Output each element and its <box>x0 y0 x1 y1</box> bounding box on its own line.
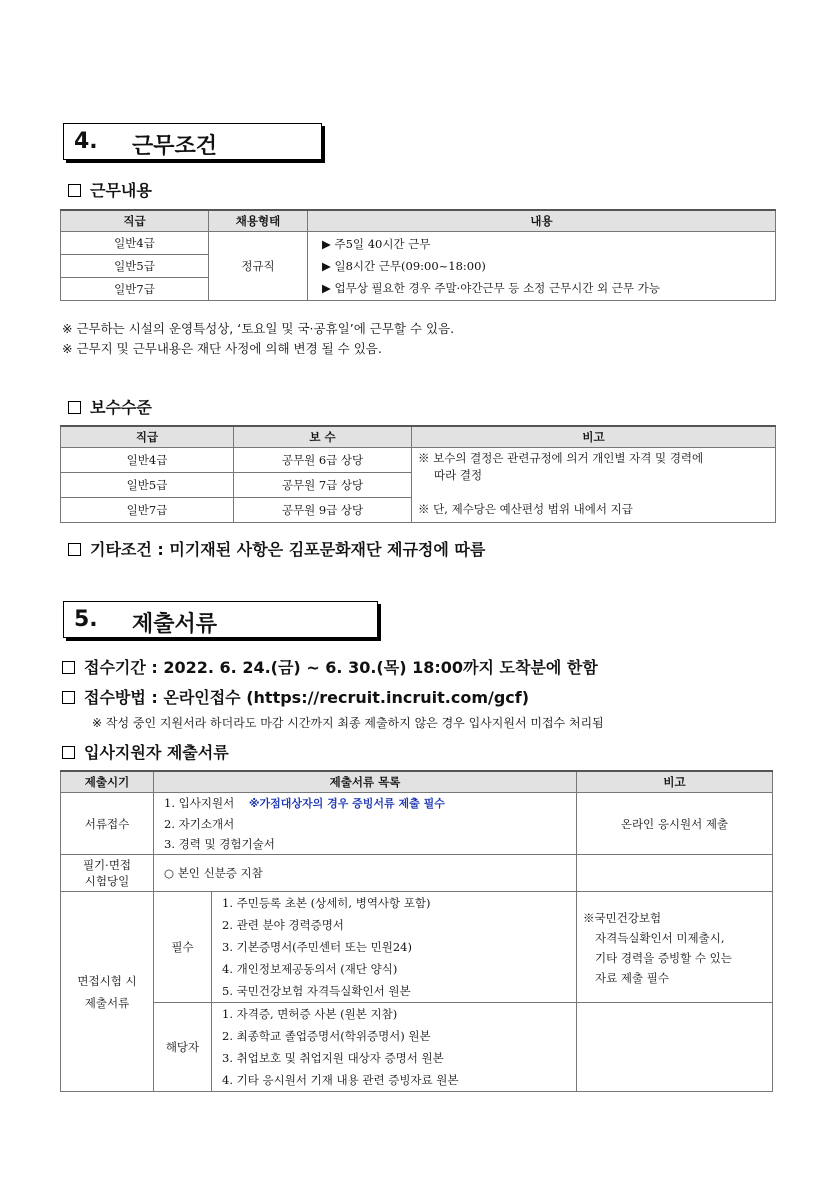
header-grade: 직급 <box>61 426 234 448</box>
doc-item: 1. 자격증, 면허증 사본 (원본 지참) <box>222 1007 398 1021</box>
checkbox-icon <box>62 746 75 759</box>
note-line: ※ 근무지 및 근무내용은 재단 사정에 의해 변경 될 수 있음. <box>62 341 382 356</box>
grade-cell: 일반7급 <box>61 278 209 301</box>
grade-cell: 일반4급 <box>61 448 234 473</box>
doc-item: 4. 기타 응시원서 기재 내용 관련 증빙자료 원본 <box>222 1073 459 1087</box>
header-remark: 비고 <box>577 771 773 793</box>
section-number: 4. <box>74 129 98 154</box>
pay-cell: 공무원 9급 상당 <box>234 498 412 523</box>
checkbox-icon <box>68 543 81 556</box>
remark-line: ※ 보수의 결정은 관련규정에 의거 개인별 자격 및 경력에 <box>418 451 704 465</box>
section-number: 5. <box>74 607 98 632</box>
method-note: ※ 작성 중인 지원서라 하더라도 마감 시간까지 최종 제출하지 않은 경우 입사지원서 미접수 처리됨 <box>92 716 604 730</box>
doc-item: 2. 관련 분야 경력증명서 <box>222 918 344 932</box>
doc-item: 4. 개인정보제공동의서 (재단 양식) <box>222 962 398 976</box>
section-title: 제출서류 <box>132 612 218 637</box>
doc-item: 5. 국민건강보험 자격득실확인서 원본 <box>222 984 411 998</box>
required-remark-cell: ※국민건강보험 자격득실확인서 미제출시, 기타 경력을 증빙할 수 있는 자료 제출 필수 <box>577 892 773 1003</box>
doc-item: 1. 주민등록 초본 (상세히, 병역사항 포함) <box>222 896 431 910</box>
work-content-table <box>60 209 776 301</box>
doc-item: 2. 최종학교 졸업증명서(학위증명서) 원본 <box>222 1029 431 1043</box>
required-doc-list <box>212 892 577 1003</box>
header-doc-list: 제출서류 목록 <box>154 771 577 793</box>
other-conditions: 기타조건 : 미기재된 사항은 김포문화재단 제규정에 따름 <box>68 537 485 560</box>
timing-cell: 면접시험 시 제출서류 <box>61 892 154 1092</box>
doc-item: 2. 자기소개서 <box>164 817 235 831</box>
work-content-heading: 근무내용 <box>68 178 152 201</box>
doc-list-cell <box>154 793 577 855</box>
doc-list-cell: ○ 본인 신분증 지참 <box>154 855 577 892</box>
documents-heading: 입사지원자 제출서류 <box>62 740 229 763</box>
header-pay: 보 수 <box>234 426 412 448</box>
remark-cell <box>577 855 773 892</box>
header-remark: 비고 <box>412 426 776 448</box>
application-period: 접수기간 : 2022. 6. 24.(금) ~ 6. 30.(목) 18:00까지 도착분에 한함 <box>62 655 598 678</box>
highlight-note: ※가점대상자의 경우 증빙서류 제출 필수 <box>248 797 445 810</box>
doc-item: 3. 취업보호 및 취업지원 대상자 증명서 원본 <box>222 1051 444 1065</box>
checkbox-icon <box>68 184 81 197</box>
content-line: ▶ 일8시간 근무(09:00~18:00) <box>322 259 486 273</box>
remark-line: ※ 단, 제수당은 예산편성 범위 내에서 지급 <box>418 502 633 516</box>
remark-line: 따라 결정 <box>434 468 483 482</box>
header-employment-type: 채용형태 <box>209 210 308 232</box>
doc-item: 1. 입사지원서 <box>164 796 235 810</box>
grade-cell: 일반5급 <box>61 255 209 278</box>
employment-type-cell: 정규직 <box>209 232 308 301</box>
applicable-label-cell: 해당자 <box>154 1003 212 1092</box>
documents-table <box>60 770 773 1092</box>
doc-item: 3. 기본증명서(주민센터 또는 민원24) <box>222 940 412 954</box>
required-label-cell: 필수 <box>154 892 212 1003</box>
section-title: 근무조건 <box>132 134 218 159</box>
pay-heading: 보수수준 <box>68 395 152 418</box>
note-line: ※ 근무하는 시설의 운영특성상, ‘토요일 및 국·공휴일’에 근무할 수 있음. <box>62 321 455 336</box>
checkbox-icon <box>62 661 75 674</box>
remark-cell <box>577 1003 773 1092</box>
remark-cell: 온라인 응시원서 제출 <box>577 793 773 855</box>
header-timing: 제출시기 <box>61 771 154 793</box>
grade-cell: 일반7급 <box>61 498 234 523</box>
doc-item: 3. 경력 및 경험기술서 <box>164 837 275 851</box>
pay-cell: 공무원 6급 상당 <box>234 448 412 473</box>
pay-table <box>60 425 776 523</box>
checkbox-icon <box>68 401 81 414</box>
applicable-doc-list <box>212 1003 577 1092</box>
grade-cell: 일반5급 <box>61 473 234 498</box>
checkbox-icon <box>62 691 75 704</box>
content-line: ▶ 주5일 40시간 근무 <box>322 237 431 251</box>
section-5-header <box>63 601 378 638</box>
section-4-header <box>63 123 322 160</box>
timing-cell: 서류접수 <box>61 793 154 855</box>
header-content: 내용 <box>308 210 776 232</box>
header-grade: 직급 <box>61 210 209 232</box>
pay-cell: 공무원 7급 상당 <box>234 473 412 498</box>
grade-cell: 일반4급 <box>61 232 209 255</box>
application-method: 접수방법 : 온라인접수 (https://recruit.incruit.com/gcf) <box>62 685 529 708</box>
pay-remark-cell <box>412 448 776 523</box>
timing-cell: 필기·면접 시험당일 <box>61 855 154 892</box>
content-cell <box>308 232 776 301</box>
content-line: ▶ 업무상 필요한 경우 주말·야간근무 등 소정 근무시간 외 근무 가능 <box>322 281 660 295</box>
